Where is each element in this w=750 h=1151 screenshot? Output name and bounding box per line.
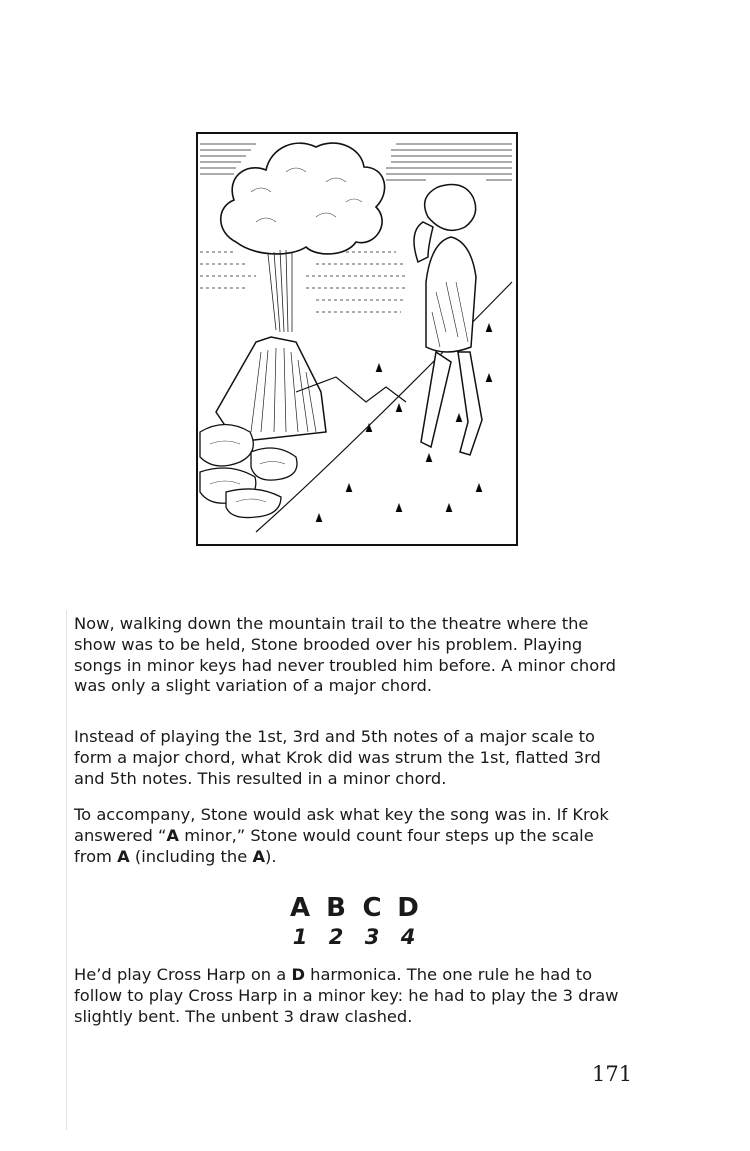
scale-numbers-row [282, 924, 426, 950]
scale-note: C [362, 893, 382, 923]
illustration-caveman-volcano [196, 132, 518, 546]
paragraph-minor-chord: Instead of playing the 1st, 3rd and 5th notes of a major scale to form a major chord, what Krok did was strum the 1st, flatted 3rd and 5th notes. This resulted in a minor chord. [74, 727, 601, 788]
scale-note: B [326, 893, 346, 923]
page-margin-shadow [66, 610, 67, 1130]
paragraph-trail: Now, walking down the mountain trail to the theatre where the show was to be held, Stone brooded over his problem. Playing songs in minor keys had never troubled him before. A minor chord was only a slight variation of a major chord. [74, 614, 616, 696]
paragraph-accompany: To accompany, Stone would ask what key the song was in. If Krok answered “A minor,” Stone would count four steps up the scale from A (including the A). [74, 805, 609, 866]
page-number: 171 [592, 1062, 633, 1086]
scale-step-number: 3 [364, 925, 380, 949]
scale-note: A [289, 893, 311, 923]
paragraph-cross-harp: He’d play Cross Harp on a D harmonica. The one rule he had to follow to play Cross Harp in a minor key: he had to play the 3 draw slightly bent. The unbent 3 draw clashed. [74, 965, 619, 1026]
scale-step-number: 4 [400, 925, 416, 949]
scale-step-number: 1 [292, 925, 308, 949]
scale-notes-row [282, 892, 426, 924]
scale-step-number: 2 [328, 925, 344, 949]
scale-steps [282, 892, 426, 950]
scale-note: D [397, 893, 419, 923]
